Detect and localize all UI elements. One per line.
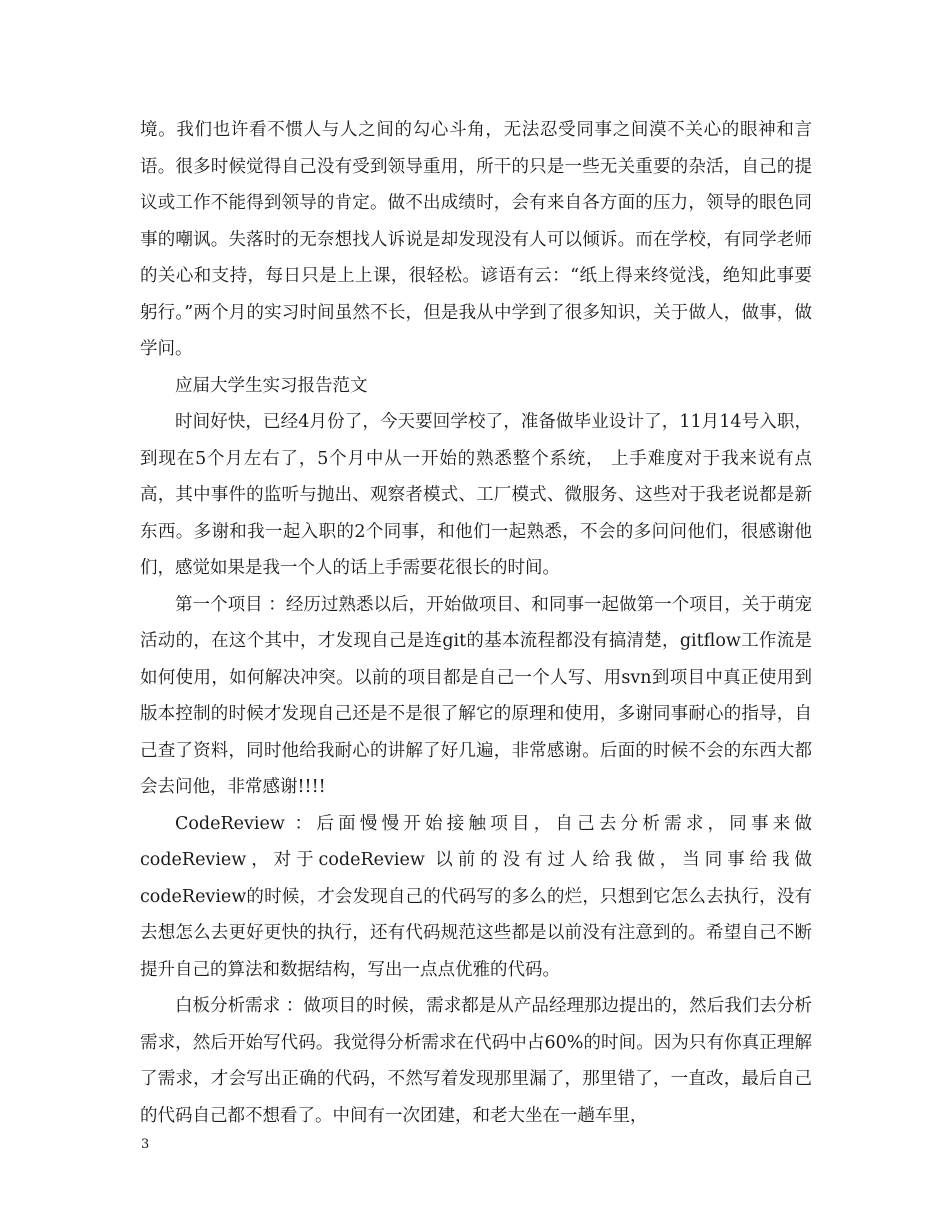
paragraph-intro: 时间好快，已经4月份了，今天要回学校了，准备做毕业设计了，11月14号入职，到现在5个月左右了，5个月中从一开始的熟悉整个系统， 上手难度对于我来说有点高，其中事件的监听与抛出、观察者模式、工厂模式、微服务、这些对于我老说都是新东西。多谢和我一起入职的2个同事，和他们一起熟悉，不会的多问问他们，很感谢他们，感觉如果是我一个人的话上手需要花很长的时间。 (140, 412, 812, 578)
paragraph-first-project: 第一个项目 ：经历过熟悉以后，开始做项目、和同事一起做第一个项目，关于萌宠活动的，在这个其中，才发现自己是连git的基本流程都没有搞清楚，gitflow工作流是如何使用，如何解决冲突。以前的项目都是自己一个人写、用svn到项目中真正使用到版本控制的时候才发现自己还是不是很了解它的原理和使用，多谢同事耐心的指导，自己查了资料，同时他给我耐心的讲解了好几遍，非常感谢。后面的时候不会的东西大都会去问他，非常感谢!!!! (140, 594, 812, 797)
paragraph-continued: 境。我们也许看不惯人与人之间的勾心斗角，无法忍受同事之间漠不关心的眼神和言语。很多时候觉得自己没有受到领导重用，所干的只是一些无关重要的杂活，自己的提议或工作不能得到领导的肯定。做不出成绩时，会有来自各方面的压力，领导的眼色同事的嘲讽。失落时的无奈想找人诉说是却发现没有人可以倾诉。而在学校，有同学老师的关心和支持，每日只是上上课，很轻松。谚语有云：“纸上得来终觉浅，绝知此事要躬行。”两个月的实习时间虽然不长，但是我从中学到了很多知识，关于做人，做事，做学问。 (140, 120, 812, 359)
document-body (140, 112, 812, 1134)
section-heading: 应届大学生实习报告范文 (175, 375, 368, 396)
page-number: 3 (141, 1137, 150, 1152)
paragraph-whiteboard: 白板分析需求 ：做项目的时候，需求都是从产品经理那边提出的，然后我们去分析需求，然后开始写代码。我觉得分析需求在代码中占60%的时间。因为只有你真正理解了需求，才会写出正确的代码，不然写着发现那里漏了，那里错了，一直改，最后自己的代码自己都不想看了。中间有一次团建，和老大坐在一趟车里， (140, 996, 812, 1126)
paragraph-code-review: CodeReview ：后面慢慢开始接触项目，自己去分析需求，同事来做codeReview，对于codeReview 以前的没有过人给我做，当同事给我做codeReview的时候，才会发现自己的代码写的多么的烂，只想到它怎么去执行，没有去想怎么去更好更快的执行，还有代码规范这些都是以前没有注意到的。希望自己不断提升自己的算法和数据结构，写出一点点优雅的代码。 (140, 813, 812, 980)
